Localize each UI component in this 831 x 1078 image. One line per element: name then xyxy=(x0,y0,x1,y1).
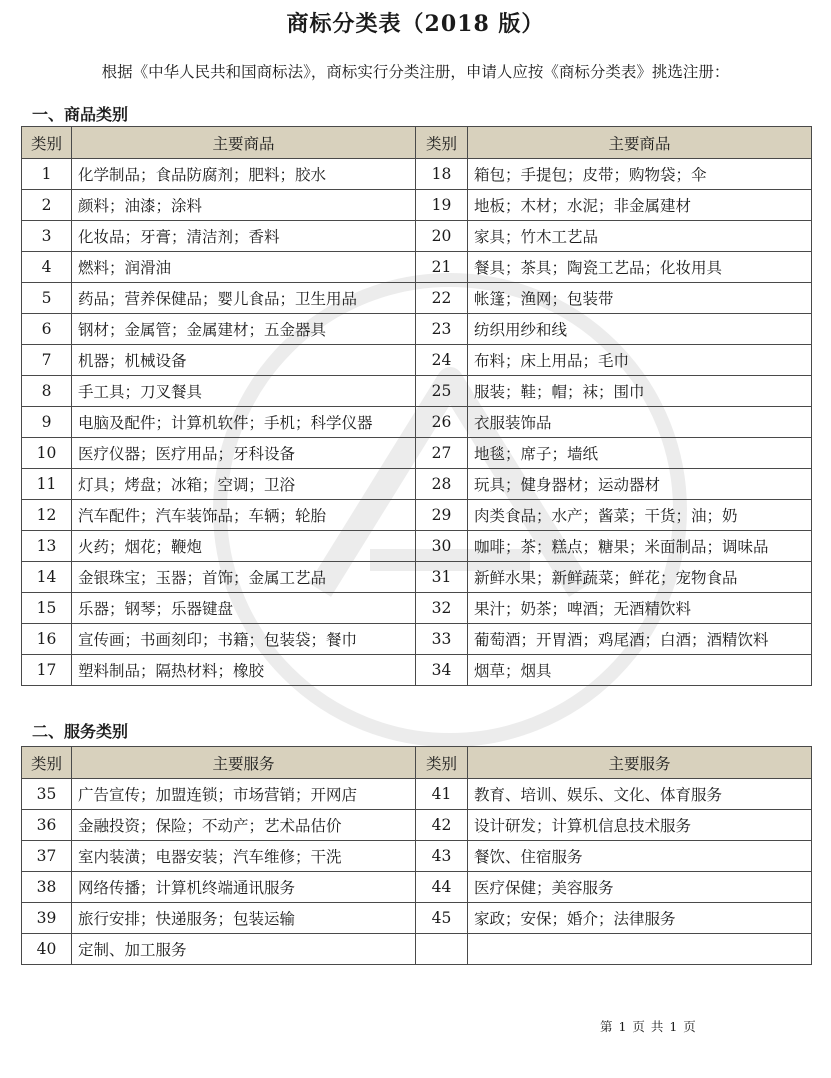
class-description-cell: 医疗仪器；医疗用品；牙科设备 xyxy=(72,438,416,469)
table-row xyxy=(22,624,812,655)
table-row xyxy=(22,438,812,469)
class-description-cell: 灯具；烤盘；冰箱；空调；卫浴 xyxy=(72,469,416,500)
class-number-cell: 25 xyxy=(416,376,468,407)
class-description-cell: 钢材；金属管；金属建材；五金器具 xyxy=(72,314,416,345)
table-row xyxy=(22,221,812,252)
class-description-cell: 网络传播；计算机终端通讯服务 xyxy=(72,872,416,903)
class-description-cell: 玩具；健身器材；运动器材 xyxy=(468,469,812,500)
table-row xyxy=(22,872,812,903)
class-number-cell: 18 xyxy=(416,159,468,190)
table-row xyxy=(22,562,812,593)
class-number-cell xyxy=(416,934,468,965)
class-number-cell: 20 xyxy=(416,221,468,252)
class-number-cell: 13 xyxy=(22,531,72,562)
column-header-class: 类别 xyxy=(22,127,72,159)
class-description-cell: 地板；木材；水泥；非金属建材 xyxy=(468,190,812,221)
table-row xyxy=(22,283,812,314)
class-number-cell: 37 xyxy=(22,841,72,872)
class-number-cell: 34 xyxy=(416,655,468,686)
class-description-cell: 果汁；奶茶；啤酒；无酒精饮料 xyxy=(468,593,812,624)
class-description-cell: 化妆品；牙膏；清洁剂；香料 xyxy=(72,221,416,252)
class-number-cell: 21 xyxy=(416,252,468,283)
class-description-cell: 金银珠宝；玉器；首饰；金属工艺品 xyxy=(72,562,416,593)
table-row xyxy=(22,779,812,810)
column-header-services: 主要服务 xyxy=(72,747,416,779)
table-row xyxy=(22,252,812,283)
class-number-cell: 39 xyxy=(22,903,72,934)
class-number-cell: 17 xyxy=(22,655,72,686)
services-class-table xyxy=(21,746,812,965)
class-description-cell: 火药；烟花；鞭炮 xyxy=(72,531,416,562)
class-number-cell: 14 xyxy=(22,562,72,593)
class-number-cell: 36 xyxy=(22,810,72,841)
class-description-cell xyxy=(468,934,812,965)
class-description-cell: 定制、加工服务 xyxy=(72,934,416,965)
column-header-class: 类别 xyxy=(416,747,468,779)
table-row xyxy=(22,810,812,841)
class-number-cell: 10 xyxy=(22,438,72,469)
class-description-cell: 衣服装饰品 xyxy=(468,407,812,438)
class-number-cell: 5 xyxy=(22,283,72,314)
class-number-cell: 15 xyxy=(22,593,72,624)
class-number-cell: 22 xyxy=(416,283,468,314)
class-number-cell: 38 xyxy=(22,872,72,903)
class-description-cell: 化学制品；食品防腐剂；肥料；胶水 xyxy=(72,159,416,190)
table-row xyxy=(22,841,812,872)
class-number-cell: 19 xyxy=(416,190,468,221)
class-description-cell: 塑料制品；隔热材料；橡胶 xyxy=(72,655,416,686)
class-number-cell: 12 xyxy=(22,500,72,531)
class-number-cell: 11 xyxy=(22,469,72,500)
class-number-cell: 32 xyxy=(416,593,468,624)
table-row xyxy=(22,593,812,624)
class-number-cell: 6 xyxy=(22,314,72,345)
class-number-cell: 30 xyxy=(416,531,468,562)
class-description-cell: 餐具；茶具；陶瓷工艺品；化妆用具 xyxy=(468,252,812,283)
class-number-cell: 3 xyxy=(22,221,72,252)
class-description-cell: 燃料；润滑油 xyxy=(72,252,416,283)
class-number-cell: 27 xyxy=(416,438,468,469)
class-number-cell: 16 xyxy=(22,624,72,655)
table-row xyxy=(22,376,812,407)
class-description-cell: 机器；机械设备 xyxy=(72,345,416,376)
class-description-cell: 室内装潢；电器安装；汽车维修；干洗 xyxy=(72,841,416,872)
column-header-class: 类别 xyxy=(22,747,72,779)
class-description-cell: 箱包；手提包；皮带；购物袋；伞 xyxy=(468,159,812,190)
class-number-cell: 28 xyxy=(416,469,468,500)
class-description-cell: 纺织用纱和线 xyxy=(468,314,812,345)
class-number-cell: 42 xyxy=(416,810,468,841)
class-description-cell: 药品；营养保健品；婴儿食品；卫生用品 xyxy=(72,283,416,314)
table-row xyxy=(22,903,812,934)
class-description-cell: 颜料；油漆；涂料 xyxy=(72,190,416,221)
class-number-cell: 2 xyxy=(22,190,72,221)
class-description-cell: 汽车配件；汽车装饰品；车辆；轮胎 xyxy=(72,500,416,531)
class-number-cell: 40 xyxy=(22,934,72,965)
class-description-cell: 手工具；刀叉餐具 xyxy=(72,376,416,407)
class-description-cell: 乐器；钢琴；乐器键盘 xyxy=(72,593,416,624)
class-description-cell: 新鲜水果；新鲜蔬菜；鲜花；宠物食品 xyxy=(468,562,812,593)
table-row xyxy=(22,159,812,190)
class-description-cell: 帐篷；渔网；包装带 xyxy=(468,283,812,314)
class-description-cell: 布料；床上用品；毛巾 xyxy=(468,345,812,376)
column-header-goods: 主要商品 xyxy=(468,127,812,159)
class-description-cell: 电脑及配件；计算机软件；手机；科学仪器 xyxy=(72,407,416,438)
class-number-cell: 29 xyxy=(416,500,468,531)
class-number-cell: 45 xyxy=(416,903,468,934)
class-description-cell: 家政；安保；婚介；法律服务 xyxy=(468,903,812,934)
class-number-cell: 33 xyxy=(416,624,468,655)
class-description-cell: 设计研发；计算机信息技术服务 xyxy=(468,810,812,841)
class-number-cell: 1 xyxy=(22,159,72,190)
table-row xyxy=(22,531,812,562)
table-row xyxy=(22,934,812,965)
goods-table-header-row xyxy=(22,127,812,159)
class-description-cell: 餐饮、住宿服务 xyxy=(468,841,812,872)
table-row xyxy=(22,655,812,686)
column-header-services: 主要服务 xyxy=(468,747,812,779)
class-description-cell: 金融投资；保险；不动产；艺术品估价 xyxy=(72,810,416,841)
class-description-cell: 广告宣传；加盟连锁；市场营销；开网店 xyxy=(72,779,416,810)
class-number-cell: 8 xyxy=(22,376,72,407)
class-description-cell: 教育、培训、娱乐、文化、体育服务 xyxy=(468,779,812,810)
services-section-heading: 二、服务类别 xyxy=(32,722,129,741)
class-description-cell: 服装；鞋；帽；袜；围巾 xyxy=(468,376,812,407)
class-description-cell: 家具；竹木工艺品 xyxy=(468,221,812,252)
class-number-cell: 23 xyxy=(416,314,468,345)
class-description-cell: 地毯；席子；墙纸 xyxy=(468,438,812,469)
column-header-class: 类别 xyxy=(416,127,468,159)
services-table-header-row xyxy=(22,747,812,779)
class-number-cell: 43 xyxy=(416,841,468,872)
table-row xyxy=(22,407,812,438)
class-number-cell: 41 xyxy=(416,779,468,810)
class-number-cell: 31 xyxy=(416,562,468,593)
table-row xyxy=(22,190,812,221)
class-number-cell: 7 xyxy=(22,345,72,376)
goods-section-heading: 一、商品类别 xyxy=(32,105,129,124)
page-footer: 第 1 页 共 1 页 xyxy=(600,1019,696,1034)
class-number-cell: 44 xyxy=(416,872,468,903)
class-description-cell: 葡萄酒；开胃酒；鸡尾酒；白酒；酒精饮料 xyxy=(468,624,812,655)
column-header-goods: 主要商品 xyxy=(72,127,416,159)
class-description-cell: 宣传画；书画刻印；书籍；包装袋；餐巾 xyxy=(72,624,416,655)
goods-class-table xyxy=(21,126,812,686)
class-number-cell: 24 xyxy=(416,345,468,376)
class-description-cell: 肉类食品；水产；酱菜；干货；油；奶 xyxy=(468,500,812,531)
class-description-cell: 烟草；烟具 xyxy=(468,655,812,686)
page-title: 商标分类表（2018 版） xyxy=(286,11,545,37)
class-number-cell: 4 xyxy=(22,252,72,283)
intro-text: 根据《中华人民共和国商标法》，商标实行分类注册，申请人应按《商标分类表》挑选注册： xyxy=(101,63,730,81)
class-description-cell: 咖啡；茶；糕点；糖果；米面制品；调味品 xyxy=(468,531,812,562)
class-description-cell: 旅行安排；快递服务；包装运输 xyxy=(72,903,416,934)
table-row xyxy=(22,345,812,376)
table-row xyxy=(22,469,812,500)
class-description-cell: 医疗保健；美容服务 xyxy=(468,872,812,903)
class-number-cell: 9 xyxy=(22,407,72,438)
class-number-cell: 35 xyxy=(22,779,72,810)
table-row xyxy=(22,314,812,345)
class-number-cell: 26 xyxy=(416,407,468,438)
table-row xyxy=(22,500,812,531)
